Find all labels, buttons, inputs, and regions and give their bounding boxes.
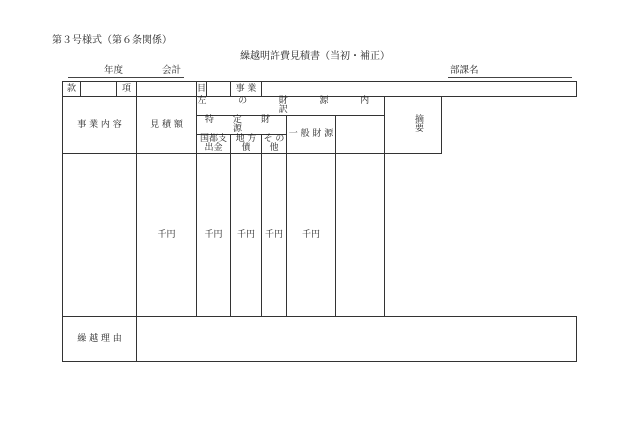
local-bond-cell[interactable] [231,154,262,317]
local-bond-header: 地 方 債 [231,135,262,154]
moku-cell[interactable] [207,82,231,97]
header-fields [64,66,576,78]
specific-funding-header: 特 定 財 源 [197,116,287,135]
jigyou-label: 事 業 [231,82,262,97]
unit-label: 千円 [204,229,223,240]
reason-row [63,317,577,362]
remarks-cell[interactable] [336,154,385,317]
header-row-1 [63,97,577,116]
fiscal-year-underline [68,77,184,78]
budget-classification-row [63,82,577,97]
form-title: 繰越明許費見積書（当初・補正） [240,51,390,62]
department-underline [448,77,572,78]
estimate-table [62,81,577,362]
jigyou-cell[interactable] [262,82,577,97]
entry-row [63,154,577,317]
national-expenditure-cell[interactable] [197,154,231,317]
carryover-reason-label: 繰 越 理 由 [63,317,137,362]
business-content-cell[interactable] [63,154,137,317]
general-funding-cell[interactable] [287,154,336,317]
unit-label: 千円 [264,229,283,240]
other-funding-header: そ の 他 [262,135,287,154]
kou-cell[interactable] [137,82,197,97]
account-label: 会計 [162,65,182,76]
department-label: 部課名 [450,65,479,76]
national-expenditure-header: 国都支出金 [197,135,231,154]
general-funding-header: 一 般 財 源 [287,116,336,154]
form-number: 第３号様式（第６条関係） [52,35,172,46]
unit-label: 千円 [157,229,176,240]
unit-label: 千円 [236,229,255,240]
kou-label: 項 [117,82,137,97]
business-content-header: 事 業 内 容 [63,97,137,154]
moku-label: 目 [197,82,207,97]
estimate-amount-header: 見 積 額 [137,97,197,154]
carryover-reason-cell[interactable] [137,317,577,362]
remarks-label: 摘 要 [415,115,439,134]
kan-label: 款 [63,82,81,97]
fiscal-year-label: 年度 [104,65,124,76]
remarks-header [385,97,442,154]
other-funding-cell[interactable] [262,154,287,317]
kan-cell[interactable] [81,82,117,97]
unit-label: 千円 [301,229,320,240]
funding-breakdown-header: 左 の 財 源 内 訳 [197,96,384,115]
estimate-amount-cell[interactable] [137,154,197,317]
